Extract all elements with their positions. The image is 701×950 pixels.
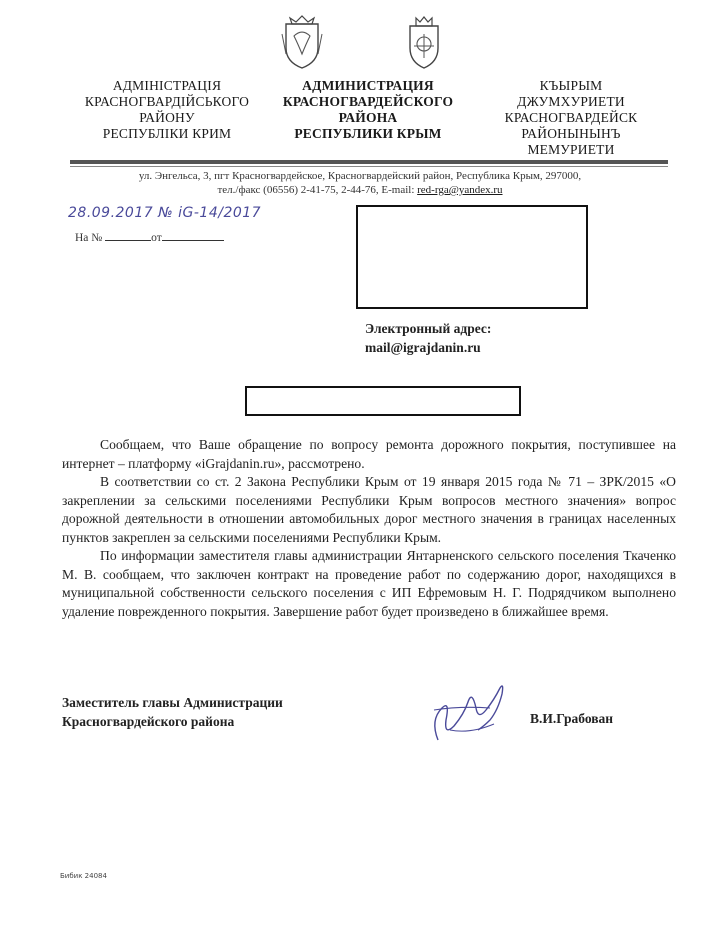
ot-blank	[162, 240, 224, 241]
header-line: АДМІНІСТРАЦІЯ	[112, 78, 222, 93]
signatory-name: В.И.Грабован	[530, 711, 614, 726]
redacted-name-block	[245, 386, 521, 416]
header-line: ДЖУМХУРИЕТИ	[517, 94, 625, 109]
na-blank	[105, 240, 151, 241]
body-paragraph: В соответствии со ст. 2 Закона Республики Крым от 19 января 2015 года № 71 – ЗРК/2015 «О закреплении за сельскими поселениями Республики Крым вопросов местного значения» вопрос дорожной деятельности в отношении автомобильных дорог местного значения в границах населенных пунктов закреплен за сельскими поселениями Республики Крым.	[62, 474, 676, 545]
recipient-block	[365, 319, 491, 357]
header-line: МЕМУРИЕТИ	[527, 142, 615, 157]
crimea-coat-of-arms-icon	[280, 14, 324, 70]
header-divider-thin	[70, 166, 668, 167]
office-address	[80, 169, 640, 197]
contact-line	[80, 183, 640, 197]
header-line: КЪЫРЫМ	[539, 78, 603, 93]
header-line: РАЙОНА	[338, 110, 398, 125]
signatory-title-line: Красногвардейского района	[62, 714, 235, 729]
address-line: ул. Энгельса, 3, пгт Красногвардейское, Красногвардейский район, Республика Крым, 297000,	[138, 170, 582, 182]
body-paragraph: Сообщаем, что Ваше обращение по вопросу ремонта дорожного покрытия, поступившее на интернет – платформу «iGrajdanin.ru», рассмотрено.	[62, 437, 676, 471]
letter-body	[62, 436, 676, 621]
header-ukrainian	[72, 78, 262, 142]
header-crimean-tatar	[486, 78, 656, 158]
redacted-recipient-block	[356, 205, 588, 309]
header-line: АДМИНИСТРАЦИЯ	[302, 78, 434, 93]
handwritten-reference: 28.09.2017 № iG-14/2017	[68, 205, 262, 221]
reply-reference	[75, 232, 224, 244]
na-label: На №	[75, 232, 103, 244]
district-coat-of-arms-icon	[402, 14, 446, 70]
header-russian	[268, 78, 468, 142]
handwritten-signature-icon	[420, 680, 520, 750]
ot-label: от	[151, 232, 162, 244]
header-divider	[70, 160, 668, 164]
header-line: КРАСНОГВАРДЕЙСК	[504, 110, 638, 125]
office-email-link[interactable]: red-rga@yandex.ru	[417, 184, 503, 196]
header-line: РЕСПУБЛІКИ КРИМ	[102, 126, 232, 141]
header-line: КРАСНОГВАРДЕЙСКОГО	[282, 94, 454, 109]
contact-phones: тел./факс (06556) 2-41-75, 2-44-76, E-mail:	[217, 184, 418, 196]
executor-note: Бибик 24084	[60, 872, 107, 880]
header-line: РАЙОНУ	[139, 110, 195, 125]
header-line: РАЙОНЫНЫНЪ	[521, 126, 621, 141]
header-line: КРАСНОГВАРДІЙСЬКОГО	[84, 94, 250, 109]
header-line: РЕСПУБЛИКИ КРЫМ	[294, 126, 442, 141]
body-paragraph: По информации заместителя главы администрации Янтарненского сельского поселения Ткаченко М. В. сообщаем, что заключен контракт на проведение работ по содержанию дорог, находящихся в муниципальной собственности сельского поселения с ИП Ефремовым Н. Г. Подрядчиком выполнено удаление поврежденного покрытия. Завершение работ будет произведено в ближайшее время.	[62, 548, 676, 619]
recipient-label: Электронный адрес:	[365, 321, 492, 336]
signatory-title	[62, 693, 283, 731]
signatory-title-line: Заместитель главы Администрации	[62, 695, 283, 710]
recipient-email: mail@igrajdanin.ru	[365, 340, 481, 355]
